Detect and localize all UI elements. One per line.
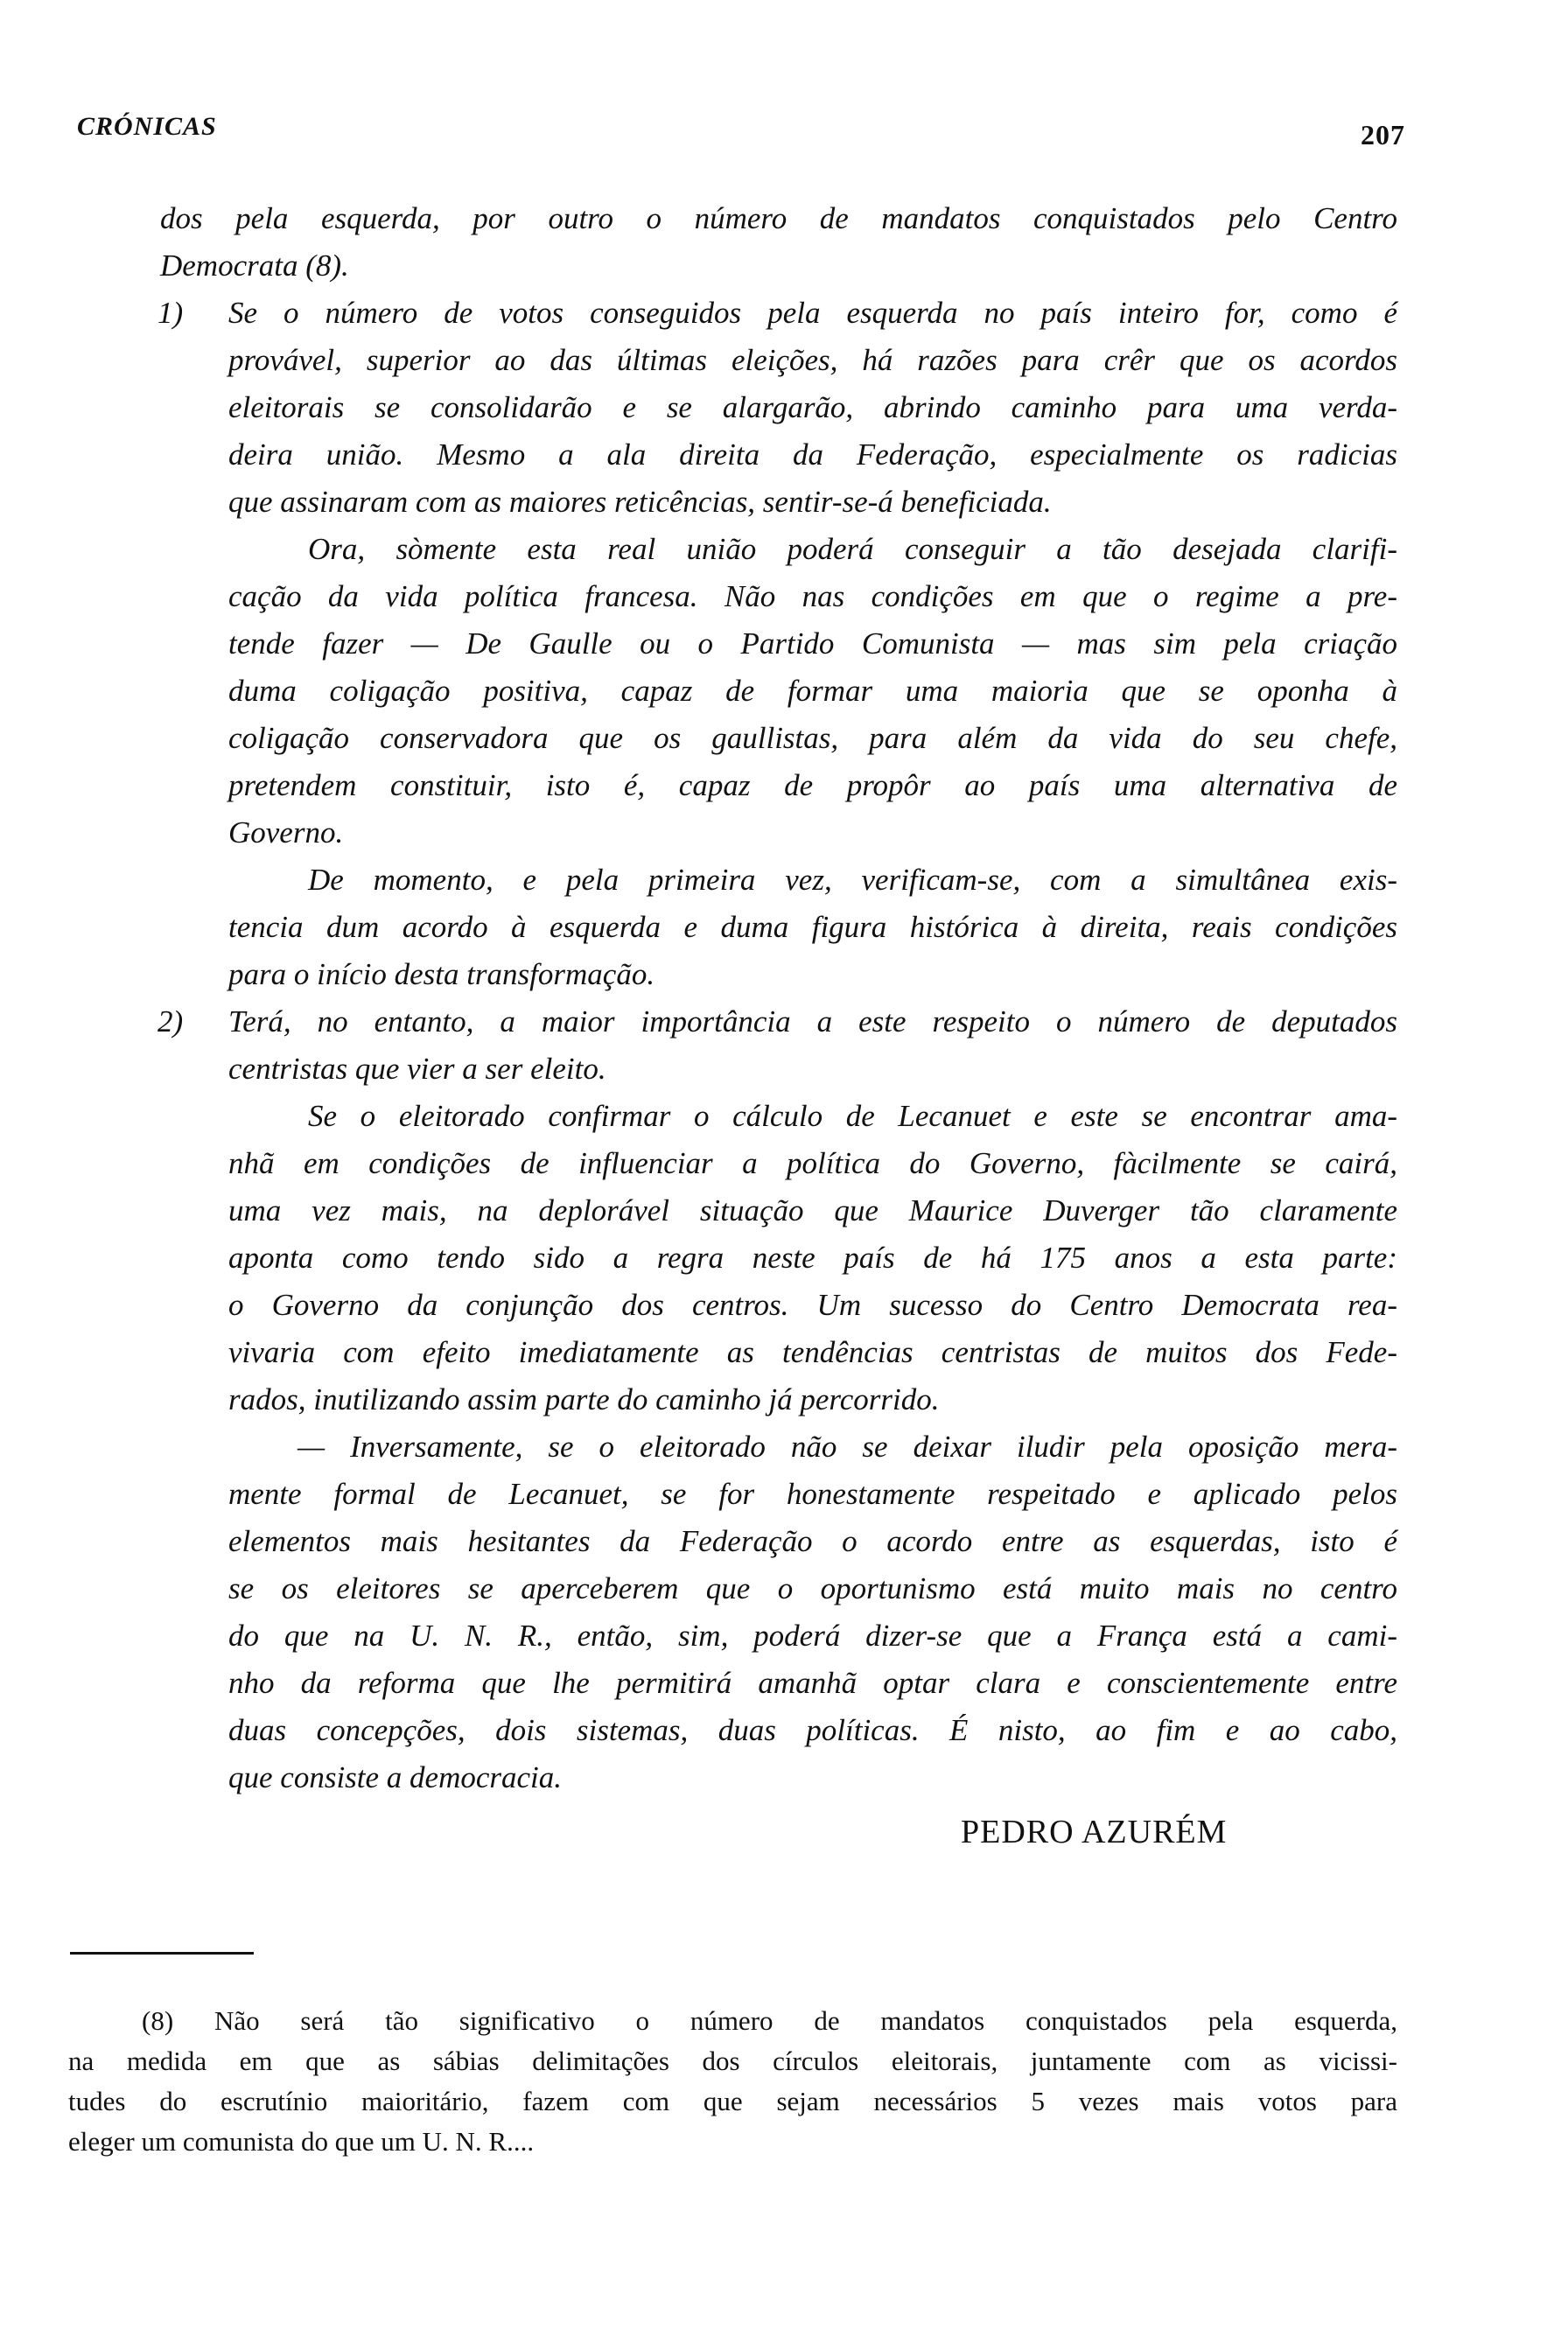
footnote-line: eleger um comunista do que um U. N. R....	[68, 2126, 535, 2157]
text-line: Se o número de votos conseguidos pela esquerda no país inteiro for, como é	[228, 296, 1397, 330]
text-line: Governo.	[228, 815, 344, 850]
text-line: eleitorais se consolidarão e se alargarão, abrindo caminho para uma verda-	[228, 390, 1397, 424]
text-line: rados, inutilizando assim parte do caminho já percorrido.	[228, 1382, 940, 1416]
text-line: deira união. Mesmo a ala direita da Federação, especialmente os radicias	[228, 437, 1397, 472]
text-line: tende fazer — De Gaulle ou o Partido Comunista — mas sim pela criação	[228, 626, 1397, 661]
list-marker: 2)	[158, 1004, 184, 1039]
text-line: nho da reforma que lhe permitirá amanhã optar clara e conscientemente entre	[228, 1666, 1397, 1700]
text-line: pretendem constituir, isto é, capaz de propôr ao país uma alternativa de	[228, 768, 1397, 802]
text-line: elementos mais hesitantes da Federação o acordo entre as esquerdas, isto é	[228, 1524, 1397, 1558]
text-line: vivaria com efeito imediatamente as tendências centristas de muitos dos Fede-	[228, 1335, 1397, 1369]
text-line: provável, superior ao das últimas eleições, há razões para crêr que os acordos	[228, 343, 1397, 377]
text-line: se os eleitores se aperceberem que o oportunismo está muito mais no centro	[228, 1571, 1397, 1605]
text-line: Se o eleitorado confirmar o cálculo de Lecanuet e este se encontrar ama-	[308, 1099, 1397, 1133]
text-line: mente formal de Lecanuet, se for honestamente respeitado e aplicado pelos	[228, 1477, 1397, 1511]
footnote-divider	[70, 1952, 254, 1955]
text-line: duas concepções, dois sistemas, duas políticas. É nisto, ao fim e ao cabo,	[228, 1713, 1397, 1747]
page-number: 207	[1361, 119, 1405, 150]
text-line: o Governo da conjunção dos centros. Um sucesso do Centro Democrata rea-	[228, 1288, 1397, 1322]
text-line: para o início desta transformação.	[228, 957, 655, 991]
text-line: Democrata (8).	[160, 248, 349, 283]
text-line: nhã em condições de influenciar a política do Governo, fàcilmente se cairá,	[228, 1146, 1397, 1180]
footnote-line: na medida em que as sábias delimitações dos círculos eleitorais, juntamente com as vicissi-	[68, 2046, 1397, 2076]
footnote-line: tudes do escrutínio maioritário, fazem com que sejam necessários 5 vezes mais votos para	[68, 2086, 1397, 2116]
text-line: que consiste a democracia.	[228, 1760, 563, 1794]
text-line: Ora, sòmente esta real união poderá conseguir a tão desejada clarifi-	[308, 532, 1397, 566]
text-line: que assinaram com as maiores reticências, sentir-se-á beneficiada.	[228, 485, 1052, 519]
text-line: uma vez mais, na deplorável situação que Maurice Duverger tão claramente	[228, 1193, 1397, 1227]
text-line: do que na U. N. R., então, sim, poderá dizer-se que a França está a cami-	[228, 1619, 1397, 1653]
text-line: Terá, no entanto, a maior importância a este respeito o número de deputados	[228, 1004, 1397, 1039]
author-signature: PEDRO AZURÉM	[961, 1814, 1228, 1850]
text-line: dos pela esquerda, por outro o número de mandatos conquistados pelo Centro	[160, 201, 1397, 235]
text-line: — Inversamente, se o eleitorado não se deixar iludir pela oposição mera-	[298, 1430, 1397, 1464]
footnote-line: (8) Não será tão significativo o número de mandatos conquistados pela esquerda,	[142, 2005, 1397, 2036]
list-marker: 1)	[158, 296, 184, 330]
text-line: De momento, e pela primeira vez, verificam-se, com a simultânea exis-	[308, 863, 1397, 897]
text-line: aponta como tendo sido a regra neste país de há 175 anos a esta parte:	[228, 1241, 1397, 1275]
text-line: duma coligação positiva, capaz de formar uma maioria que se oponha à	[228, 674, 1397, 708]
text-line: tencia dum acordo à esquerda e duma figura histórica à direita, reais condições	[228, 910, 1397, 944]
running-head: CRÓNICAS	[77, 112, 217, 141]
text-line: cação da vida política francesa. Não nas condições em que o regime a pre-	[228, 579, 1397, 613]
text-line: coligação conservadora que os gaullistas, para além da vida do seu chefe,	[228, 721, 1397, 755]
text-line: centristas que vier a ser eleito.	[228, 1052, 606, 1086]
